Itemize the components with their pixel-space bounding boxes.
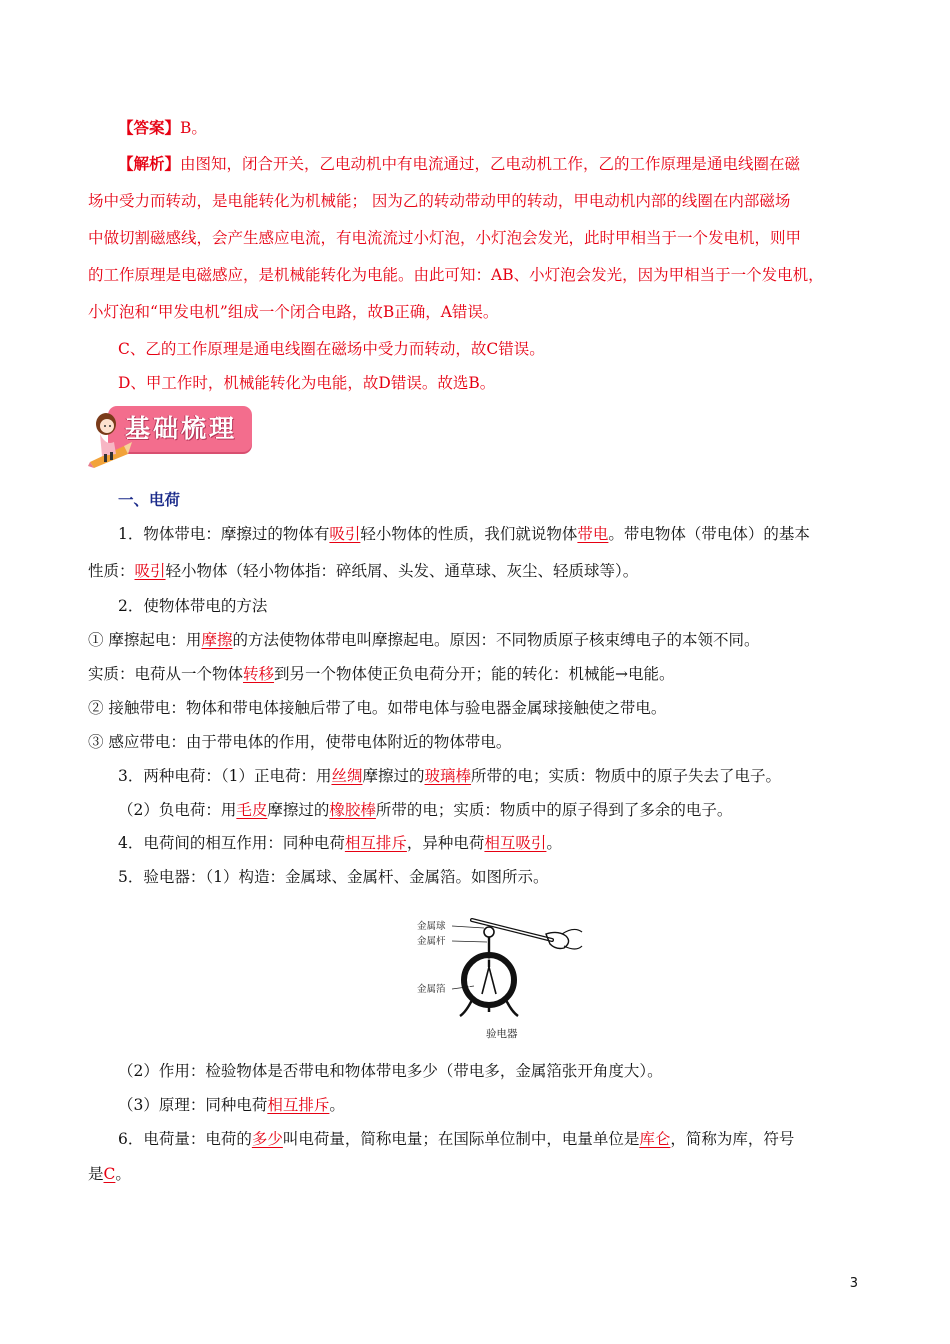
analysis-line-1: 【解析】由图知，闭合开关，乙电动机中有电流通过，乙电动机工作，乙的工作原理是通电线圈在磁 — [118, 154, 801, 173]
para-2-4: ③ 感应带电：由于带电体的作用，使带电体附近的物体带电。 — [88, 733, 512, 751]
answer-blank: 相互吸引 — [484, 834, 547, 852]
section-banner — [88, 402, 258, 464]
para-2: 2．使物体带电的方法 — [118, 597, 268, 615]
para-2-2: 实质：电荷从一个物体转移到另一个物体使正负电荷分开；能的转化：机械能→电能。 — [88, 665, 675, 683]
para-6-cont: 是C。 — [88, 1165, 131, 1183]
para-4: 4．电荷间的相互作用：同种电荷相互排斥，异种电荷相互吸引。 — [118, 834, 562, 852]
para-5-3: （3）原理：同种电荷相互排斥。 — [118, 1096, 345, 1114]
answer-blank: 毛皮 — [236, 801, 268, 819]
para-5: 5．验电器：（1）构造：金属球、金属杆、金属箔。如图所示。 — [118, 868, 549, 886]
analysis-line-6: C、乙的工作原理是通电线圈在磁场中受力而转动，故C错误。 — [118, 340, 545, 358]
analysis-line-4: 的工作原理是电磁感应，是机械能转化为电能。由此可知：AB、小灯泡会发光，因为甲相当于一个发电机， — [88, 266, 824, 284]
label-metal-foil: 金属箔 — [417, 984, 446, 995]
answer-blank: 玻璃棒 — [424, 767, 472, 785]
girl-on-pencil-icon — [88, 402, 132, 468]
page-number: 3 — [849, 1276, 858, 1291]
electroscope-figure — [412, 912, 584, 1042]
section-heading: 一、电荷 — [118, 491, 181, 509]
answer-blank: 吸引 — [329, 525, 361, 543]
para-5-2: （2）作用：检验物体是否带电和物体带电多少（带电多，金属箔张开角度大）。 — [118, 1062, 663, 1080]
answer-blank: 库仑 — [639, 1130, 671, 1148]
answer-blank: C — [103, 1165, 116, 1183]
figure-caption: 验电器 — [486, 1028, 518, 1040]
analysis-tag: 【解析】 — [118, 154, 181, 173]
para-3: 3．两种电荷：（1）正电荷：用丝绸摩擦过的玻璃棒所带的电；实质：物质中的原子失去了电子。 — [118, 767, 782, 785]
para-6: 6．电荷量：电荷的多少叫电荷量，简称电量；在国际单位制中，电量单位是库仑，简称为库，符号 — [118, 1130, 795, 1148]
answer-blank: 相互排斥 — [344, 834, 407, 852]
answer-blank: 橡胶棒 — [329, 801, 376, 819]
answer-blank: 转移 — [243, 665, 275, 683]
answer-blank: 相互排斥 — [267, 1096, 330, 1114]
answer-value: B。 — [180, 119, 207, 137]
para-2-1: ① 摩擦起电：用摩擦的方法使物体带电叫摩擦起电。原因：不同物质原子核束缚电子的本领不同。 — [88, 631, 760, 649]
para-1-cont: 性质：吸引轻小物体（轻小物体指：碎纸屑、头发、通草球、灰尘、轻质球等）。 — [88, 562, 639, 580]
para-2-3: ② 接触带电：物体和带电体接触后带了电。如带电体与验电器金属球接触使之带电。 — [88, 699, 667, 717]
para-1: 1．物体带电：摩擦过的物体有吸引轻小物体的性质，我们就说物体带电。带电物体（带电体）的基本 — [118, 525, 810, 543]
analysis-line-5: 小灯泡和“甲发电机”组成一个闭合电路，故B正确，A错误。 — [88, 303, 499, 321]
banner-title: 基础梳理 — [124, 414, 237, 443]
analysis-line-7: D、甲工作时，机械能转化为电能，故D错误。故选B。 — [118, 374, 496, 392]
para-3-2: （2）负电荷：用毛皮摩擦过的橡胶棒所带的电；实质：物质中的原子得到了多余的电子。 — [118, 801, 733, 819]
answer-blank: 丝绸 — [331, 767, 363, 785]
answer-blank: 摩擦 — [201, 631, 233, 649]
answer-line — [118, 117, 868, 139]
label-metal-rod: 金属杆 — [417, 936, 446, 947]
answer-tag: 【答案】 — [118, 118, 181, 137]
electroscope-drawing — [412, 912, 584, 1026]
analysis-line-3: 中做切割磁感线，会产生感应电流，有电流流过小灯泡，小灯泡会发光，此时甲相当于一个发电机，则甲 — [88, 229, 802, 247]
answer-blank: 多少 — [251, 1130, 283, 1148]
label-metal-ball: 金属球 — [417, 921, 446, 932]
answer-blank: 带电 — [577, 525, 609, 543]
analysis-line-2: 场中受力而转动，是电能转化为机械能； 因为乙的转动带动甲的转动，甲电动机内部的线圈在内部磁场 — [88, 192, 791, 210]
answer-blank: 吸引 — [134, 562, 166, 580]
